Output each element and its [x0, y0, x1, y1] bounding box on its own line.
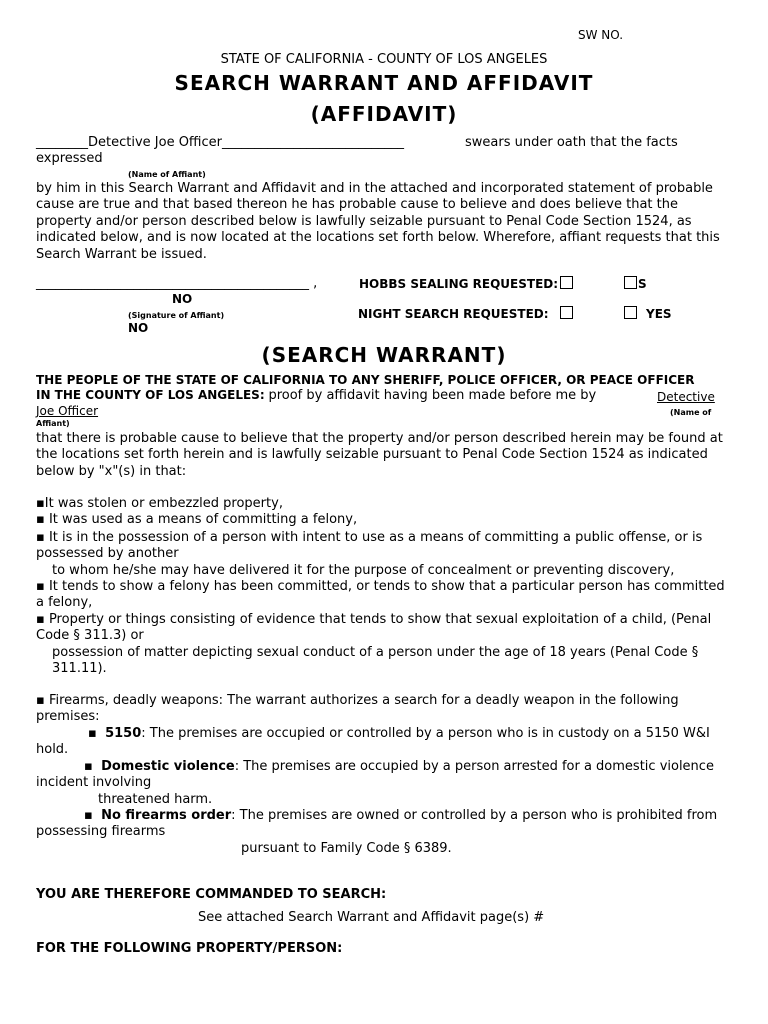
- signature-label: (Signature of Affiant): [128, 311, 225, 320]
- ground-possession-cont: to whom he/she may have delivered it for the purpose of concealment or preventing discovery,: [52, 563, 675, 578]
- search-command-heading: YOU ARE THEREFORE COMMANDED TO SEARCH:: [36, 887, 387, 902]
- swears-text: swears under oath that the facts: [465, 135, 678, 150]
- ground-child-exploitation[interactable]: ▪ Property or things consisting of evidence that tends to show that sexual exploitation of a child, (Penal Code § 311.3) or: [36, 612, 712, 644]
- affiant-name-label: (Name of Affiant): [128, 170, 206, 179]
- affiant-label: Affiant): [36, 419, 70, 428]
- affidavit-body: by him in this Search Warrant and Affidavit and in the attached and incorporated statement of probable cause are true and that based thereon he has probable cause to believe and does believe that the property and/or person described below is lawfully seizable pursuant to Penal Code Section 1524, as indicated below, and is now located at the locations set forth below. Wherefore, affiant requests that this Search Warrant be issued.: [36, 181, 720, 262]
- people-line-2: [36, 388, 596, 403]
- f5150-text: : The premises are occupied or controlled by a person who is in custody on a 5150 W&I hold.: [36, 726, 710, 758]
- affidavit-subtitle: (AFFIDAVIT): [310, 102, 458, 126]
- ground-possession[interactable]: ▪ It is in the possession of a person with intent to use as a means of committing a public offense, or is possessed by another: [36, 530, 703, 562]
- nfo-text: : The premises are owned or controlled by a person who is prohibited from possessing firearms: [36, 808, 718, 840]
- hobbs-yes-checkbox[interactable]: [624, 276, 637, 289]
- firearms-5150[interactable]: [36, 726, 732, 759]
- night-no-label: NO: [128, 321, 149, 335]
- people-line-1: THE PEOPLE OF THE STATE OF CALIFORNIA TO ANY SHERIFF, POLICE OFFICER, OR PEACE OFFICER: [36, 373, 695, 387]
- see-attached-text: See attached Search Warrant and Affidavit page(s) #: [198, 910, 545, 925]
- proof-text: proof by affidavit having been made before me by: [268, 388, 597, 403]
- affiant-name-field[interactable]: ________Detective Joe Officer____________________________: [36, 135, 404, 150]
- bullet-icon: ▪: [88, 726, 97, 741]
- ground-felony-committed[interactable]: ▪ It tends to show a felony has been committed, or tends to show that a particular person has committed a felony,: [36, 579, 725, 611]
- expressed-text: expressed: [36, 151, 103, 166]
- night-yes-label: YES: [646, 307, 672, 321]
- dv-label: Domestic violence: [101, 759, 235, 774]
- ground-child-exploitation-cont: possession of matter depicting sexual conduct of a person under the age of 18 years (Penal Code § 311.11).: [52, 645, 699, 677]
- property-heading: FOR THE FOLLOWING PROPERTY/PERSON:: [36, 941, 343, 956]
- hobbs-no-checkbox[interactable]: [560, 276, 573, 289]
- hobbs-sealing-label: HOBBS SEALING REQUESTED:: [359, 277, 559, 291]
- ground-firearms[interactable]: ▪ Firearms, deadly weapons: The warrant authorizes a search for a deadly weapon in the following premises:: [36, 693, 679, 725]
- night-no-checkbox[interactable]: [560, 306, 573, 319]
- night-search-label: NIGHT SEARCH REQUESTED:: [358, 307, 549, 321]
- bullet-icon: ▪: [84, 759, 93, 774]
- search-warrant-title: (SEARCH WARRANT): [261, 343, 507, 367]
- hobbs-no-label: NO: [172, 292, 193, 306]
- ground-felony-means[interactable]: ▪ It was used as a means of committing a felony,: [36, 512, 358, 527]
- officer-name: Joe Officer: [36, 404, 99, 418]
- page-title: SEARCH WARRANT AND AFFIDAVIT: [174, 71, 594, 95]
- ground-stolen[interactable]: ▪It was stolen or embezzled property,: [36, 496, 283, 511]
- dv-text: : The premises are occupied by a person arrested for a domestic violence incident involving: [36, 759, 714, 791]
- signature-line[interactable]: __________________________________________ ,: [36, 276, 318, 291]
- name-of-label: (Name of: [670, 408, 712, 417]
- county-label: IN THE COUNTY OF LOS ANGELES:: [36, 388, 265, 402]
- f5150-label: 5150: [105, 726, 142, 741]
- bullet-icon: ▪: [84, 808, 93, 823]
- nfo-label: No firearms order: [101, 808, 232, 823]
- firearms-domestic-violence[interactable]: [36, 759, 732, 792]
- probable-cause-text: that there is probable cause to believe that the property and/or person described herein may be found at the locations set forth herein and is lawfully seizable pursuant to Penal Code Section 1524 as indicated below by "x"(s) in that:: [36, 431, 723, 479]
- nfo-continued: pursuant to Family Code § 6389.: [241, 841, 452, 856]
- night-yes-checkbox[interactable]: [624, 306, 637, 319]
- dv-continued: threatened harm.: [98, 792, 213, 807]
- firearms-no-firearms-order[interactable]: [36, 808, 732, 841]
- hobbs-yes-label: S: [638, 277, 647, 291]
- sw-number-label: SW NO.: [578, 28, 624, 42]
- state-county-heading: STATE OF CALIFORNIA - COUNTY OF LOS ANGELES: [220, 52, 548, 67]
- detective-word: Detective: [657, 390, 715, 404]
